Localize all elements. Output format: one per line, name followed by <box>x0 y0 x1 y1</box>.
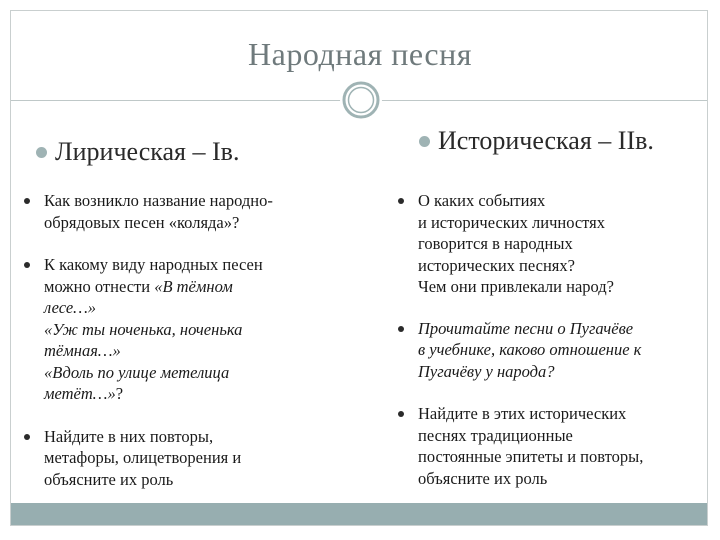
item-line: обрядовых песен «коляда»? <box>44 212 240 232</box>
item-quote: «Уж ты ноченька, ноченька <box>44 319 243 339</box>
item-line: исторических песнях? <box>418 255 575 275</box>
item-quote: тёмная…» <box>44 341 121 360</box>
item-line: метафоры, олицетворения и <box>44 448 242 467</box>
item-quote: Прочитайте песни о Пугачёве <box>418 318 634 338</box>
heading-bullet-icon <box>419 136 430 147</box>
item-text: ? <box>115 384 124 403</box>
item-line: и исторических личностях <box>418 212 606 232</box>
item-quote: метёт…» <box>44 384 116 403</box>
right-heading-text: Историческая – IIв. <box>438 126 654 155</box>
item-line: Чем они привлекали народ? <box>418 277 615 296</box>
list-item <box>397 190 702 298</box>
item-quote: в учебнике, каково отношение к <box>418 340 642 359</box>
list-item <box>23 254 323 405</box>
list-item <box>23 190 323 233</box>
right-question-list <box>397 190 702 489</box>
item-line: объясните их роль <box>418 468 548 488</box>
item-line: объясните их роль <box>44 469 174 489</box>
item-line-mixed <box>44 276 323 298</box>
item-quote: «В тёмном <box>154 276 233 296</box>
item-line: говорится в народных <box>418 234 573 253</box>
item-quote: Пугачёву у народа? <box>418 361 555 381</box>
item-line: постоянные эпитеты и повторы, <box>418 447 644 466</box>
list-item <box>397 318 702 383</box>
item-line-mixed <box>44 383 323 405</box>
item-line: песнях традиционные <box>418 425 573 445</box>
item-quote: лесе…» <box>44 298 97 317</box>
left-question-list <box>23 190 323 490</box>
slide-title: Народная песня <box>248 36 472 72</box>
item-quote: «Вдоль по улице метелица <box>44 362 230 382</box>
left-heading <box>36 137 239 167</box>
item-line: О каких событиях <box>418 191 546 210</box>
item-line: Найдите в этих исторических <box>418 404 627 423</box>
item-text: можно отнести <box>44 276 155 296</box>
bottom-accent-bar <box>11 503 707 525</box>
item-line: К какому виду народных песен <box>44 255 263 274</box>
right-heading <box>419 126 654 156</box>
item-line: Как возникло название народно- <box>44 191 273 210</box>
left-heading-text: Лирическая – Iв. <box>55 137 240 166</box>
heading-bullet-icon <box>36 147 47 158</box>
circle-ornament-icon <box>339 78 383 122</box>
list-item <box>397 403 702 489</box>
list-item <box>23 426 323 491</box>
item-line: Найдите в них повторы, <box>44 426 214 446</box>
